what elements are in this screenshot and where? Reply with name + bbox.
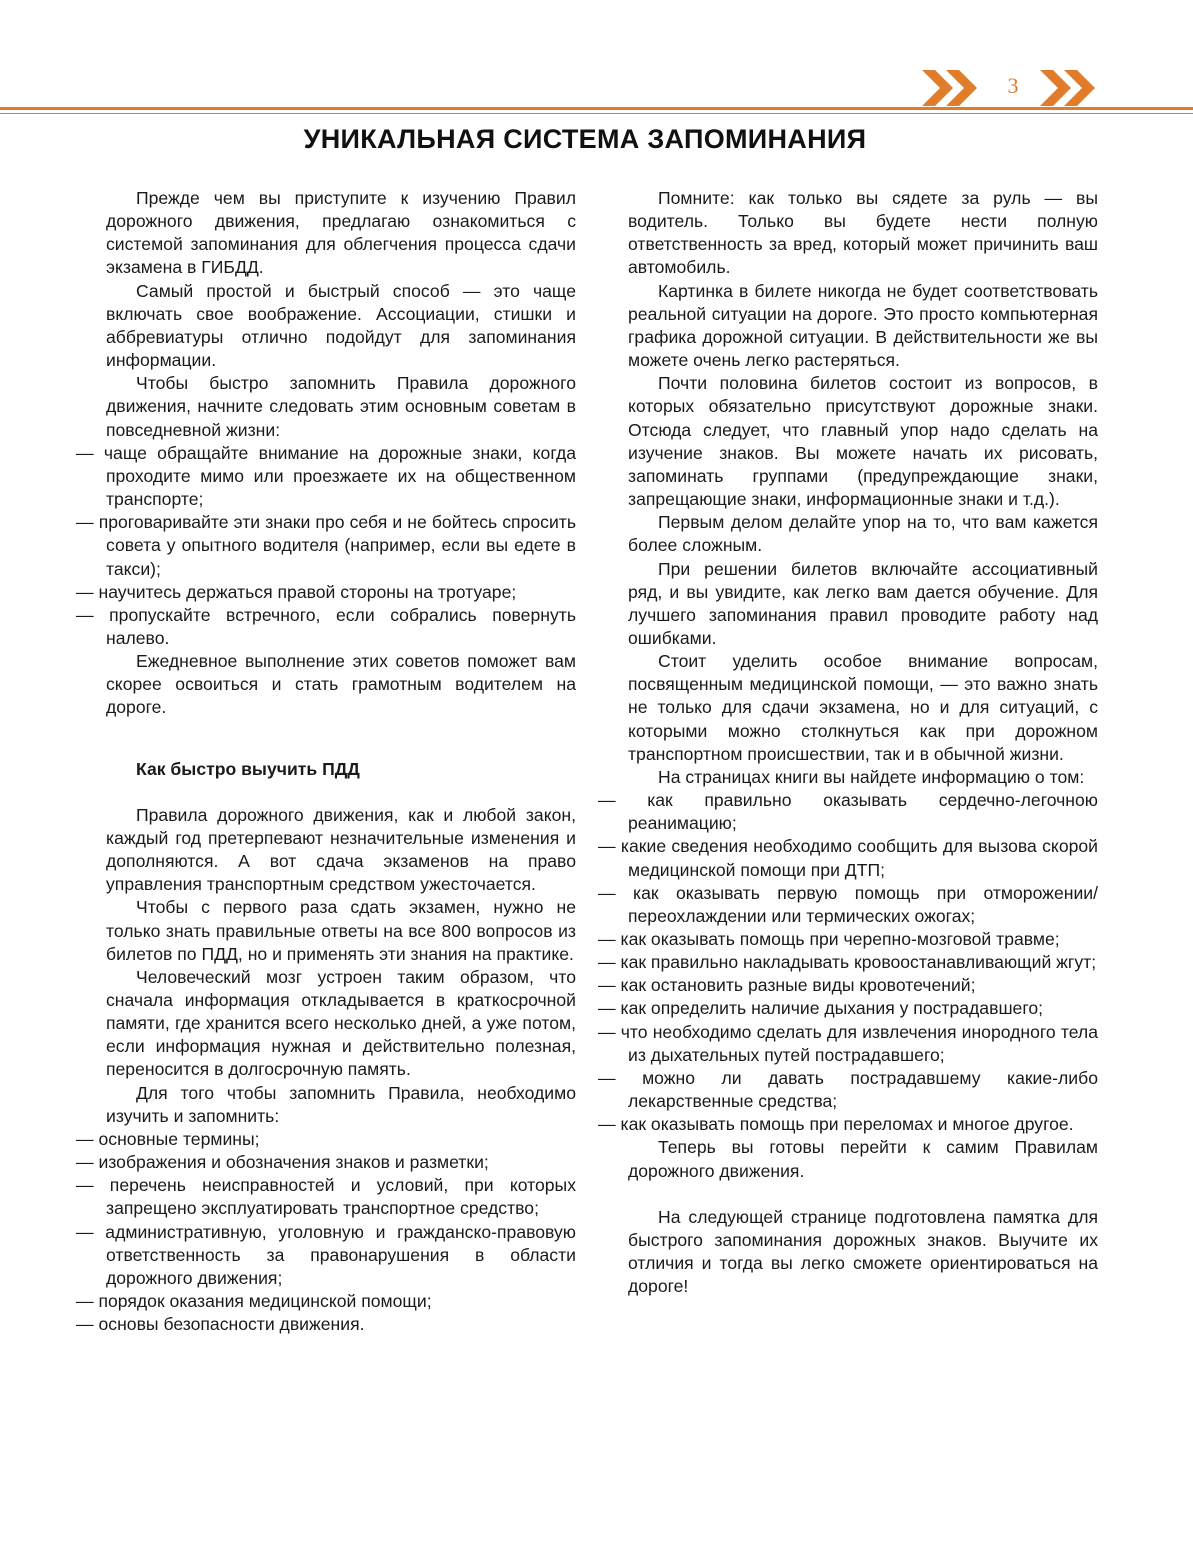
paragraph: Помните: как только вы сядете за руль — вы водитель. Только вы будете нести полную ответственность за вред, который может причинить ваш автомобиль. — [628, 188, 1098, 278]
list-item: — как оказывать первую помощь при отморожении/переохлаждении или термических ожогах; — [598, 882, 1098, 926]
medical-list — [598, 789, 1098, 1136]
paragraph: Картинка в билете никогда не будет соответствовать реальной ситуации на дороге. Это просто компьютерная графика дорожной ситуации. В действительности же вы можете очень легко растеряться. — [628, 280, 1098, 371]
paragraph: Стоит уделить особое внимание вопросам, посвященным медицинской помощи, — это важно знать не только для сдачи экзамена, но и для ситуаций, с которыми можно столкнуться как при дорожном транспортном происшествии, так и в обычной жизни. — [628, 651, 1098, 764]
paragraph: На следующей странице подготовлена памятка для быстрого запоминания дорожных знаков. Выучите их отличия и тогда вы легко сможете ориентироваться на дороге! — [628, 1206, 1098, 1297]
header-rule-thin — [0, 113, 1193, 114]
list-item: — основы безопасности движения. — [76, 1314, 365, 1335]
list-item: — проговаривайте эти знаки про себя и не бойтесь спросить совета у опытного водителя (например, если вы едете в такси); — [76, 512, 576, 579]
list-item: — как определить наличие дыхания у пострадавшего; — [598, 998, 1044, 1019]
list-item: — какие сведения необходимо сообщить для вызова скорой медицинской помощи при ДТП; — [598, 836, 1098, 880]
paragraph: Человеческий мозг устроен таким образом, что сначала информация откладывается в краткосрочной памяти, где хранится всего несколько дней, а уже потом, если информация нужная и действительно полезная, переносится в долгосрочную память. — [106, 966, 576, 1080]
list-item: — порядок оказания медицинской помощи; — [76, 1291, 432, 1312]
section-heading: Как быстро выучить ПДД — [136, 758, 360, 779]
spacer — [76, 781, 576, 804]
list-item: — перечень неисправностей и условий, при которых запрещено эксплуатировать транспортное средство; — [76, 1175, 576, 1219]
list-item: — административную, уголовную и гражданско-правовую ответственность за правонарушения в области дорожного движения; — [76, 1221, 576, 1288]
list-item: — как правильно оказывать сердечно-легочною реанимацию; — [598, 790, 1098, 834]
study-list — [76, 1128, 576, 1336]
header-rule-thick — [0, 107, 1193, 110]
double-chevron-right-icon — [1040, 70, 1102, 106]
page-number: 3 — [1007, 73, 1019, 98]
list-item: — как правильно накладывать кровоостанавливающий жгут; — [598, 952, 1097, 973]
list-item: — как остановить разные виды кровотечений; — [598, 975, 976, 996]
right-column — [598, 187, 1098, 1298]
paragraph: Для того чтобы запомнить Правила, необходимо изучить и запомнить: — [106, 1082, 576, 1126]
tips-list — [76, 442, 576, 650]
page-title: УНИКАЛЬНАЯ СИСТЕМА ЗАПОМИНАНИЯ — [303, 124, 867, 154]
paragraph: Ежедневное выполнение этих советов поможет вам скорее освоиться и стать грамотным водителем на дороге. — [106, 651, 576, 718]
list-item: — как оказывать помощь при переломах и многое другое. — [598, 1114, 1074, 1135]
list-item: — пропускайте встречного, если собрались повернуть налево. — [76, 604, 576, 648]
paragraph: Правила дорожного движения, как и любой закон, каждый год претерпевают незначительные изменения и дополняются. А вот сдача экзаменов на право управления транспортным средством ужесточается. — [106, 804, 576, 895]
list-item: — что необходимо сделать для извлечения инородного тела из дыхательных путей пострадавшего; — [598, 1021, 1098, 1065]
list-item: — чаще обращайте внимание на дорожные знаки, когда проходите мимо или проезжаете их на общественном транспорте; — [76, 442, 576, 510]
list-item: — как оказывать помощь при черепно-мозговой травме; — [598, 929, 1060, 949]
paragraph: Прежде чем вы приступите к изучению Правил дорожного движения, предлагаю ознакомиться с системой запоминания для облегчения процесса сдачи экзамена в ГИБДД. — [106, 188, 576, 278]
paragraph: Самый простой и быстрый способ — это чаще включать свое воображение. Ассоциации, стишки и аббревиатуры отлично подойдут для запоминания информации. — [106, 280, 576, 371]
paragraph: Чтобы с первого раза сдать экзамен, нужно не только знать правильные ответы на все 800 вопросов из билетов по ПДД, но и применять эти знания на практике. — [106, 897, 576, 964]
list-item: — изображения и обозначения знаков и разметки; — [76, 1152, 489, 1173]
paragraph: Почти половина билетов состоит из вопросов, в которых обязательно присутствуют дорожные знаки. Отсюда следует, что главный упор надо сделать на изучение знаков. Вы можете начать их рисовать, запоминать группами (предупреждающие знаки, запрещающие знаки, информационные знаки и т.д.). — [628, 373, 1098, 510]
spacer — [76, 720, 576, 758]
paragraph: Чтобы быстро запомнить Правила дорожного движения, начните следовать этим основным советам в повседневной жизни: — [106, 373, 576, 440]
list-item: — научитесь держаться правой стороны на тротуаре; — [76, 581, 517, 602]
spacer — [598, 1183, 1098, 1206]
paragraph: Теперь вы готовы перейти к самим Правилам дорожного движения. — [628, 1137, 1098, 1181]
paragraph: При решении билетов включайте ассоциативный ряд, и вы увидите, как легко вам дается обучение. Для лучшего запоминания правил проводите работу над ошибками. — [628, 558, 1098, 648]
left-column — [76, 187, 576, 1336]
paragraph: На страницах книги вы найдете информацию о том: — [658, 766, 1085, 787]
double-chevron-right-icon — [922, 70, 984, 106]
list-item: — основные термины; — [76, 1128, 260, 1149]
paragraph: Первым делом делайте упор на то, что вам кажется более сложным. — [628, 512, 1098, 556]
list-item: — можно ли давать пострадавшему какие-либо лекарственные средства; — [598, 1067, 1098, 1112]
